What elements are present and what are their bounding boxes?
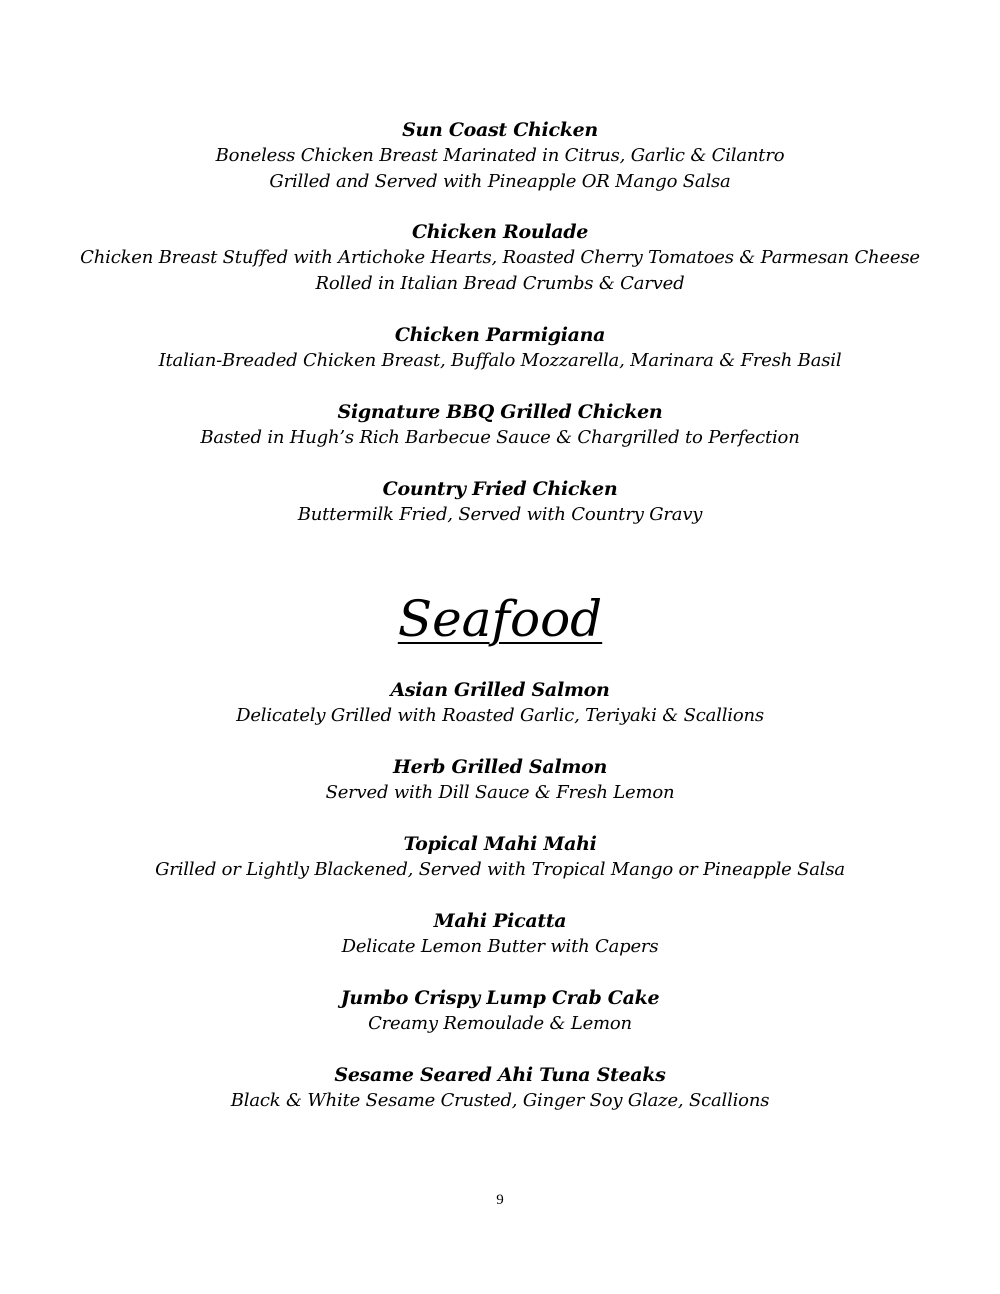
menu-item-name: Sesame Seared Ahi Tuna Steaks (334, 1064, 666, 1086)
menu-item-name: Chicken Roulade (411, 221, 589, 243)
menu-item (0, 754, 1000, 806)
menu-item-description: Delicately Grilled with Roasted Garlic, Teriyaki & Scallions (236, 705, 764, 726)
menu-item (0, 399, 1000, 451)
menu-item-name: Jumbo Crispy Lump Crab Cake (340, 987, 660, 1009)
menu-item-description: Chicken Breast Stuffed with Artichoke Hearts, Roasted Cherry Tomatoes & Parmesan Cheese (80, 247, 920, 268)
menu-item-name: Mahi Picatta (433, 910, 567, 932)
menu-item (0, 908, 1000, 960)
menu-item-description: Delicate Lemon Butter with Capers (341, 936, 659, 957)
menu-item (0, 322, 1000, 374)
menu-item-name: Country Fried Chicken (382, 478, 618, 500)
menu-item-description: Buttermilk Fried, Served with Country Gravy (297, 504, 703, 525)
menu-item-description: Served with Dill Sauce & Fresh Lemon (325, 782, 675, 803)
menu-item-description: Rolled in Italian Bread Crumbs & Carved (315, 273, 685, 294)
menu-item-description: Creamy Remoulade & Lemon (368, 1013, 632, 1034)
menu-item-name: Topical Mahi Mahi (403, 833, 597, 855)
menu-item (0, 677, 1000, 729)
menu-item-name: Chicken Parmigiana (394, 324, 606, 346)
menu-item-description: Basted in Hugh’s Rich Barbecue Sauce & Chargrilled to Perfection (200, 427, 800, 448)
menu-item-description: Grilled and Served with Pineapple OR Mango Salsa (269, 171, 731, 192)
menu-item (0, 476, 1000, 528)
menu-item-description: Boneless Chicken Breast Marinated in Citrus, Garlic & Cilantro (215, 145, 785, 166)
menu-item (0, 117, 1000, 195)
section-heading-seafood: Seafood (397, 590, 603, 648)
menu-item (0, 831, 1000, 883)
menu-item-name: Signature BBQ Grilled Chicken (337, 401, 663, 423)
menu-item-description: Italian-Breaded Chicken Breast, Buffalo Mozzarella, Marinara & Fresh Basil (158, 350, 842, 371)
menu-item-name: Sun Coast Chicken (402, 119, 598, 141)
page-number: 9 (496, 1192, 504, 1208)
menu-item-description: Grilled or Lightly Blackened, Served with Tropical Mango or Pineapple Salsa (155, 859, 845, 880)
menu-item (0, 1062, 1000, 1114)
menu-item (0, 219, 1000, 297)
menu-item (0, 985, 1000, 1037)
menu-item-name: Asian Grilled Salmon (390, 679, 610, 701)
menu-item-description: Black & White Sesame Crusted, Ginger Soy Glaze, Scallions (230, 1090, 770, 1111)
menu-item-name: Herb Grilled Salmon (393, 756, 607, 778)
